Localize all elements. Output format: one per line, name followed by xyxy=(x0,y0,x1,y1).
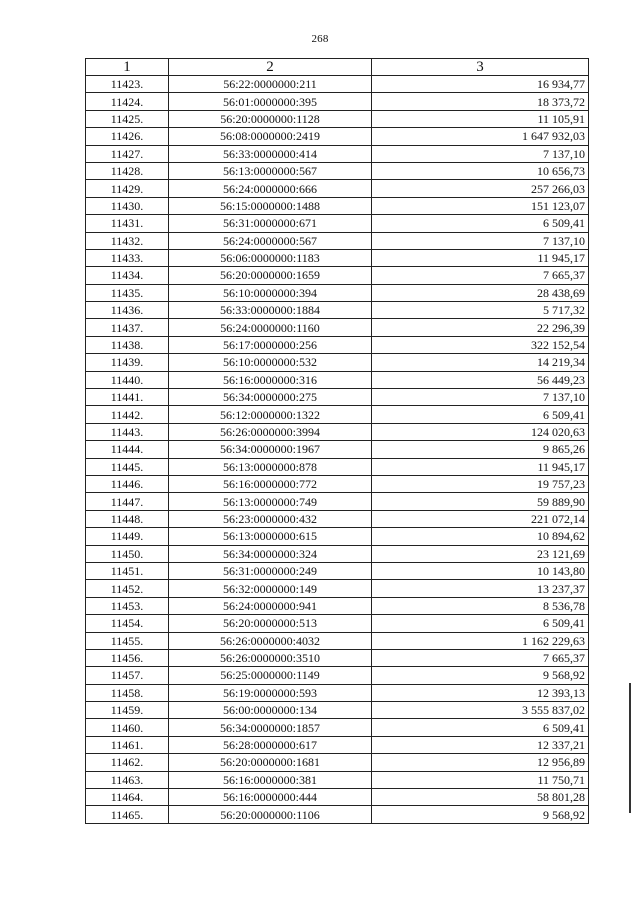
cadastral-number-cell: 56:24:0000000:666 xyxy=(169,180,372,197)
row-number-cell: 11432. xyxy=(86,232,169,249)
column-header-3: 3 xyxy=(372,59,589,76)
cadastral-value-cell: 11 945,17 xyxy=(372,249,589,266)
cadastral-number-cell: 56:26:0000000:3994 xyxy=(169,423,372,440)
table-row xyxy=(86,284,589,301)
cadastral-number-cell: 56:13:0000000:567 xyxy=(169,162,372,179)
row-number-cell: 11453. xyxy=(86,597,169,614)
table-row xyxy=(86,789,589,806)
cadastral-number-cell: 56:25:0000000:1149 xyxy=(169,667,372,684)
cadastral-number-cell: 56:16:0000000:444 xyxy=(169,789,372,806)
cadastral-number-cell: 56:08:0000000:2419 xyxy=(169,128,372,145)
cadastral-value-cell: 11 945,17 xyxy=(372,458,589,475)
cadastral-value-cell: 12 393,13 xyxy=(372,684,589,701)
cadastral-number-cell: 56:24:0000000:941 xyxy=(169,597,372,614)
table-row xyxy=(86,702,589,719)
cadastral-number-cell: 56:33:0000000:414 xyxy=(169,145,372,162)
cadastral-number-cell: 56:06:0000000:1183 xyxy=(169,249,372,266)
cadastral-value-cell: 8 536,78 xyxy=(372,597,589,614)
table-row xyxy=(86,667,589,684)
cadastral-value-cell: 3 555 837,02 xyxy=(372,702,589,719)
cadastral-value-cell: 16 934,77 xyxy=(372,76,589,93)
cadastral-number-cell: 56:34:0000000:1857 xyxy=(169,719,372,736)
row-number-cell: 11433. xyxy=(86,249,169,266)
cadastral-value-cell: 59 889,90 xyxy=(372,493,589,510)
cadastral-value-cell: 124 020,63 xyxy=(372,423,589,440)
cadastral-number-cell: 56:34:0000000:324 xyxy=(169,545,372,562)
cadastral-number-cell: 56:33:0000000:1884 xyxy=(169,302,372,319)
table-row xyxy=(86,754,589,771)
cadastral-value-cell: 7 137,10 xyxy=(372,389,589,406)
scan-edge-mark xyxy=(629,683,631,813)
table-row xyxy=(86,615,589,632)
table-row xyxy=(86,76,589,93)
cadastral-value-cell: 221 072,14 xyxy=(372,510,589,527)
table-row xyxy=(86,389,589,406)
row-number-cell: 11445. xyxy=(86,458,169,475)
cadastral-value-cell: 9 568,92 xyxy=(372,806,589,823)
cadastral-value-cell: 28 438,69 xyxy=(372,284,589,301)
cadastral-number-cell: 56:10:0000000:532 xyxy=(169,354,372,371)
row-number-cell: 11457. xyxy=(86,667,169,684)
cadastral-number-cell: 56:20:0000000:1128 xyxy=(169,110,372,127)
cadastral-value-table xyxy=(85,58,589,824)
table-row xyxy=(86,215,589,232)
row-number-cell: 11434. xyxy=(86,267,169,284)
table-body xyxy=(86,76,589,824)
cadastral-value-cell: 11 750,71 xyxy=(372,771,589,788)
table-row xyxy=(86,580,589,597)
cadastral-value-cell: 322 152,54 xyxy=(372,336,589,353)
cadastral-value-cell: 6 509,41 xyxy=(372,615,589,632)
row-number-cell: 11461. xyxy=(86,736,169,753)
cadastral-value-cell: 6 509,41 xyxy=(372,406,589,423)
cadastral-value-cell: 7 665,37 xyxy=(372,267,589,284)
cadastral-number-cell: 56:20:0000000:1681 xyxy=(169,754,372,771)
cadastral-number-cell: 56:16:0000000:381 xyxy=(169,771,372,788)
cadastral-value-cell: 7 137,10 xyxy=(372,232,589,249)
cadastral-value-cell: 12 956,89 xyxy=(372,754,589,771)
row-number-cell: 11462. xyxy=(86,754,169,771)
cadastral-number-cell: 56:13:0000000:749 xyxy=(169,493,372,510)
row-number-cell: 11452. xyxy=(86,580,169,597)
row-number-cell: 11427. xyxy=(86,145,169,162)
cadastral-number-cell: 56:16:0000000:772 xyxy=(169,475,372,492)
row-number-cell: 11429. xyxy=(86,180,169,197)
row-number-cell: 11454. xyxy=(86,615,169,632)
cadastral-value-cell: 1 162 229,63 xyxy=(372,632,589,649)
cadastral-value-cell: 6 509,41 xyxy=(372,215,589,232)
row-number-cell: 11450. xyxy=(86,545,169,562)
row-number-cell: 11425. xyxy=(86,110,169,127)
row-number-cell: 11448. xyxy=(86,510,169,527)
row-number-cell: 11423. xyxy=(86,76,169,93)
cadastral-value-cell: 18 373,72 xyxy=(372,93,589,110)
row-number-cell: 11455. xyxy=(86,632,169,649)
row-number-cell: 11436. xyxy=(86,302,169,319)
table-row xyxy=(86,249,589,266)
cadastral-value-cell: 257 266,03 xyxy=(372,180,589,197)
row-number-cell: 11449. xyxy=(86,528,169,545)
cadastral-value-cell: 23 121,69 xyxy=(372,545,589,562)
row-number-cell: 11424. xyxy=(86,93,169,110)
row-number-cell: 11442. xyxy=(86,406,169,423)
row-number-cell: 11460. xyxy=(86,719,169,736)
row-number-cell: 11458. xyxy=(86,684,169,701)
table-row xyxy=(86,597,589,614)
table-row xyxy=(86,93,589,110)
cadastral-value-cell: 14 219,34 xyxy=(372,354,589,371)
cadastral-number-cell: 56:20:0000000:513 xyxy=(169,615,372,632)
table-row xyxy=(86,649,589,666)
table-row xyxy=(86,736,589,753)
cadastral-number-cell: 56:26:0000000:3510 xyxy=(169,649,372,666)
cadastral-value-cell: 7 137,10 xyxy=(372,145,589,162)
table-row xyxy=(86,719,589,736)
cadastral-number-cell: 56:20:0000000:1106 xyxy=(169,806,372,823)
row-number-cell: 11464. xyxy=(86,789,169,806)
table-header-row xyxy=(86,59,589,76)
table-row xyxy=(86,562,589,579)
table-row xyxy=(86,806,589,823)
cadastral-number-cell: 56:12:0000000:1322 xyxy=(169,406,372,423)
cadastral-value-cell: 9 568,92 xyxy=(372,667,589,684)
table-row xyxy=(86,771,589,788)
cadastral-number-cell: 56:34:0000000:1967 xyxy=(169,441,372,458)
row-number-cell: 11426. xyxy=(86,128,169,145)
table-row xyxy=(86,162,589,179)
table-row xyxy=(86,145,589,162)
cadastral-value-cell: 13 237,37 xyxy=(372,580,589,597)
cadastral-value-cell: 10 656,73 xyxy=(372,162,589,179)
table-row xyxy=(86,302,589,319)
cadastral-number-cell: 56:31:0000000:249 xyxy=(169,562,372,579)
table-row xyxy=(86,545,589,562)
row-number-cell: 11437. xyxy=(86,319,169,336)
table-row xyxy=(86,528,589,545)
cadastral-number-cell: 56:16:0000000:316 xyxy=(169,371,372,388)
table-row xyxy=(86,319,589,336)
row-number-cell: 11465. xyxy=(86,806,169,823)
cadastral-number-cell: 56:31:0000000:671 xyxy=(169,215,372,232)
table-row xyxy=(86,475,589,492)
cadastral-value-cell: 11 105,91 xyxy=(372,110,589,127)
cadastral-number-cell: 56:01:0000000:395 xyxy=(169,93,372,110)
cadastral-number-cell: 56:19:0000000:593 xyxy=(169,684,372,701)
table-row xyxy=(86,371,589,388)
cadastral-value-cell: 151 123,07 xyxy=(372,197,589,214)
cadastral-number-cell: 56:32:0000000:149 xyxy=(169,580,372,597)
row-number-cell: 11447. xyxy=(86,493,169,510)
cadastral-value-cell: 1 647 932,03 xyxy=(372,128,589,145)
cadastral-number-cell: 56:24:0000000:1160 xyxy=(169,319,372,336)
table-row xyxy=(86,423,589,440)
column-header-1: 1 xyxy=(86,59,169,76)
page-number: 268 xyxy=(311,33,329,45)
cadastral-value-cell: 9 865,26 xyxy=(372,441,589,458)
row-number-cell: 11456. xyxy=(86,649,169,666)
cadastral-value-cell: 58 801,28 xyxy=(372,789,589,806)
cadastral-number-cell: 56:00:0000000:134 xyxy=(169,702,372,719)
table-row xyxy=(86,458,589,475)
row-number-cell: 11438. xyxy=(86,336,169,353)
row-number-cell: 11451. xyxy=(86,562,169,579)
row-number-cell: 11430. xyxy=(86,197,169,214)
cadastral-number-cell: 56:34:0000000:275 xyxy=(169,389,372,406)
cadastral-number-cell: 56:23:0000000:432 xyxy=(169,510,372,527)
cadastral-value-cell: 12 337,21 xyxy=(372,736,589,753)
row-number-cell: 11443. xyxy=(86,423,169,440)
table-row xyxy=(86,441,589,458)
table-row xyxy=(86,493,589,510)
cadastral-number-cell: 56:26:0000000:4032 xyxy=(169,632,372,649)
cadastral-value-cell: 7 665,37 xyxy=(372,649,589,666)
row-number-cell: 11463. xyxy=(86,771,169,788)
cadastral-number-cell: 56:24:0000000:567 xyxy=(169,232,372,249)
row-number-cell: 11441. xyxy=(86,389,169,406)
row-number-cell: 11439. xyxy=(86,354,169,371)
row-number-cell: 11435. xyxy=(86,284,169,301)
row-number-cell: 11440. xyxy=(86,371,169,388)
cadastral-value-cell: 5 717,32 xyxy=(372,302,589,319)
table-row xyxy=(86,267,589,284)
cadastral-number-cell: 56:15:0000000:1488 xyxy=(169,197,372,214)
cadastral-value-cell: 56 449,23 xyxy=(372,371,589,388)
row-number-cell: 11444. xyxy=(86,441,169,458)
row-number-cell: 11431. xyxy=(86,215,169,232)
row-number-cell: 11459. xyxy=(86,702,169,719)
cadastral-number-cell: 56:10:0000000:394 xyxy=(169,284,372,301)
table-row xyxy=(86,197,589,214)
cadastral-value-cell: 10 143,80 xyxy=(372,562,589,579)
row-number-cell: 11446. xyxy=(86,475,169,492)
cadastral-number-cell: 56:13:0000000:615 xyxy=(169,528,372,545)
table-row xyxy=(86,110,589,127)
table-row xyxy=(86,632,589,649)
table-row xyxy=(86,180,589,197)
cadastral-number-cell: 56:22:0000000:211 xyxy=(169,76,372,93)
column-header-2: 2 xyxy=(169,59,372,76)
cadastral-value-cell: 22 296,39 xyxy=(372,319,589,336)
table-row xyxy=(86,354,589,371)
table-row xyxy=(86,128,589,145)
table-row xyxy=(86,336,589,353)
cadastral-value-cell: 19 757,23 xyxy=(372,475,589,492)
cadastral-value-cell: 10 894,62 xyxy=(372,528,589,545)
cadastral-number-cell: 56:28:0000000:617 xyxy=(169,736,372,753)
cadastral-number-cell: 56:20:0000000:1659 xyxy=(169,267,372,284)
table-row xyxy=(86,510,589,527)
table-row xyxy=(86,232,589,249)
table-row xyxy=(86,406,589,423)
cadastral-number-cell: 56:17:0000000:256 xyxy=(169,336,372,353)
cadastral-number-cell: 56:13:0000000:878 xyxy=(169,458,372,475)
table-row xyxy=(86,684,589,701)
row-number-cell: 11428. xyxy=(86,162,169,179)
cadastral-value-cell: 6 509,41 xyxy=(372,719,589,736)
